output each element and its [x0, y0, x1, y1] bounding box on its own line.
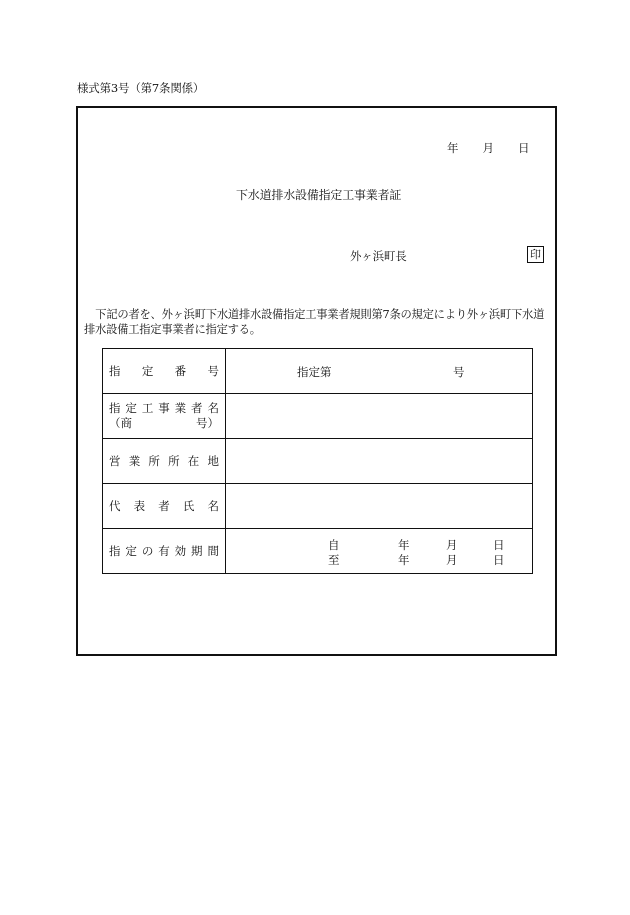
row-representative: [103, 484, 533, 529]
issue-date-month: 月: [482, 141, 494, 155]
label-char: 業: [174, 401, 187, 415]
trade-name-close: 号）: [196, 416, 219, 430]
label-char: 定: [141, 364, 154, 378]
label-business-address: [103, 439, 226, 484]
designation-number-prefix: 指定第: [297, 365, 332, 379]
label-char: 名: [207, 401, 219, 415]
form-number: 様式第3号（第7条関係）: [77, 81, 205, 95]
period-from-day: 日: [493, 538, 505, 552]
label-char: 営: [109, 454, 121, 468]
value-business-address: [226, 439, 533, 484]
period-to-year: 年: [398, 553, 410, 567]
label-char: 表: [133, 499, 146, 513]
seal-mark: 印: [527, 246, 544, 263]
label-char: 所: [168, 454, 180, 468]
label-char: 地: [207, 454, 219, 468]
label-char: 指: [109, 401, 121, 415]
label-char: 事: [158, 401, 170, 415]
certificate-title: 下水道排水設備指定工事業者証: [236, 188, 402, 202]
certificate-table: [102, 348, 533, 574]
row-contractor-name: [103, 394, 533, 439]
label-char: 定: [125, 401, 137, 415]
period-to-day: 日: [493, 553, 505, 567]
issue-date-day: 日: [518, 141, 530, 155]
label-char: 業: [128, 454, 141, 468]
period-to-mark: 至: [328, 553, 340, 567]
row-business-address: [103, 439, 533, 484]
label-char: 定: [125, 544, 137, 558]
trade-name-open: （商: [109, 416, 132, 430]
label-char: 者: [191, 401, 203, 415]
row-validity-period: [103, 529, 533, 574]
label-char: 期: [191, 544, 203, 558]
issuer-name: 外ヶ浜町長: [350, 249, 407, 263]
label-validity-period: [103, 529, 226, 574]
value-representative: [226, 484, 533, 529]
label-representative: [103, 484, 226, 529]
period-from-year: 年: [398, 538, 410, 552]
certificate-frame: [76, 106, 557, 656]
label-char: 指: [109, 364, 121, 378]
label-char: 所: [148, 454, 160, 468]
label-contractor-name: [103, 394, 226, 439]
label-char: 代: [109, 499, 121, 513]
label-char: 在: [187, 454, 200, 468]
period-from-line: [226, 537, 532, 551]
label-char: 間: [207, 544, 219, 558]
designation-number-suffix: 号: [453, 365, 465, 379]
period-to-month: 月: [446, 553, 458, 567]
label-char: 名: [207, 499, 219, 513]
designation-statement: 下記の者を、外ヶ浜町下水道排水設備指定工事業者規則第7条の規定により外ヶ浜町下水道排水設備工指定事業者に指定する。: [84, 308, 545, 336]
label-char: 番: [174, 364, 187, 378]
label-char: 指: [109, 544, 121, 558]
value-contractor-name: [226, 394, 533, 439]
label-char: 者: [158, 499, 170, 513]
label-char: 効: [174, 544, 187, 558]
issue-date-year: 年: [447, 141, 459, 155]
row-designation-number: [103, 349, 533, 394]
label-char: 有: [158, 544, 170, 558]
value-designation-number: [226, 349, 533, 394]
period-to-line: [226, 552, 532, 566]
label-char: 氏: [182, 499, 195, 513]
issue-date-line: [447, 140, 530, 156]
label-char: 号: [207, 364, 219, 378]
value-validity-period: [226, 529, 533, 574]
period-from-mark: 自: [328, 538, 340, 552]
period-from-month: 月: [446, 538, 458, 552]
label-char: 工: [141, 401, 154, 415]
label-designation-number: [103, 349, 226, 394]
label-char: の: [141, 544, 154, 558]
